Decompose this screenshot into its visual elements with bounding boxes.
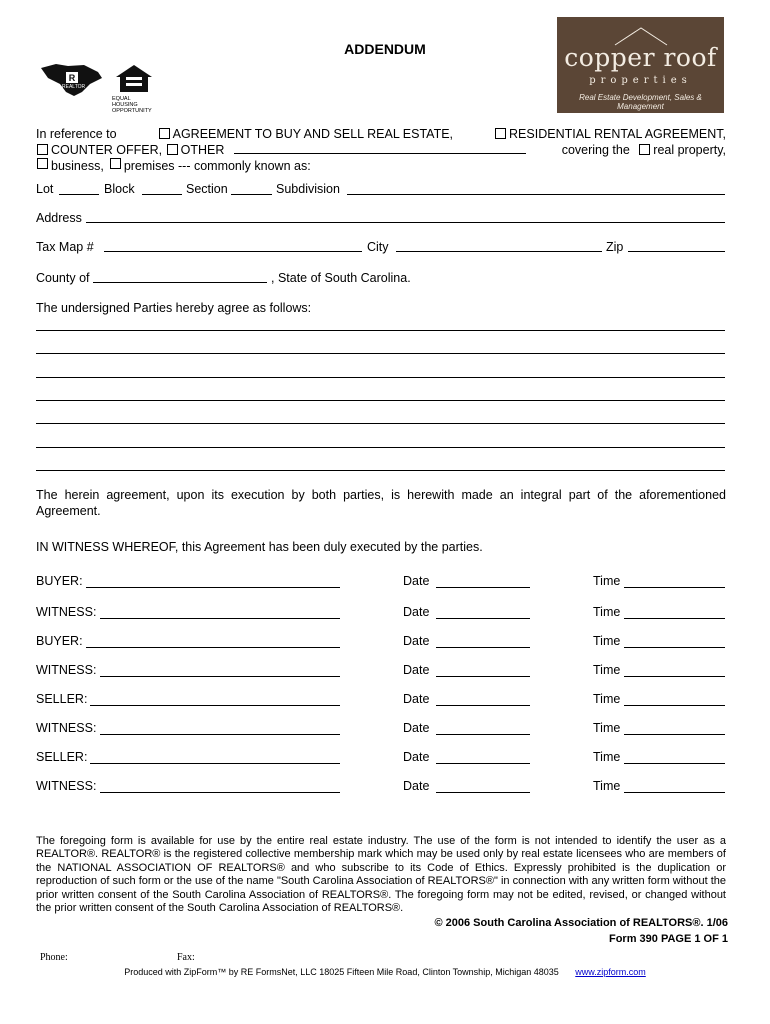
agreement-line-6[interactable] xyxy=(36,447,725,448)
reference-section xyxy=(36,126,726,174)
footer-disclaimer: The foregoing form is available for use by the entire real estate industry. The use of the form is not intended to identify the user as a REALTOR®. REALTOR® is the registered collective membership mark which may be used only by real estate licensees who are members of the NATIONAL ASSOCIATION OF REALTORS® and who subscribe to its Code of Ethics. Expressly prohibited is the duplication or reproduction of such form or the use of the name "South Carolina Association of REALTORS®" in connection with any written form without the prior written consent of the South Carolina Association of REALTORS®. The foregoing form may not be edited, revised, or changed without the prior written consent of the South Carolina Association of REALTORS®. xyxy=(36,835,726,915)
signature-field[interactable] xyxy=(100,792,340,793)
agreement-line-7[interactable] xyxy=(36,470,725,471)
date-field[interactable] xyxy=(436,647,530,648)
party-label: WITNESS: xyxy=(36,779,97,793)
equal-housing-text-2: OPPORTUNITY xyxy=(112,108,152,114)
realtor-sc-logo xyxy=(38,62,104,98)
agree-text: The undersigned Parties hereby agree as follows: xyxy=(36,301,312,315)
other-text-field[interactable] xyxy=(234,142,526,154)
tax-map-field[interactable] xyxy=(104,251,362,252)
subdivision-label: Subdivision xyxy=(276,182,340,196)
other-option-label: OTHER xyxy=(180,143,225,157)
date-field[interactable] xyxy=(436,734,530,735)
logo-sub-text: properties xyxy=(589,75,692,86)
produced-by-text: Produced with ZipForm™ by RE FormsNet, LLC 18025 Fifteen Mile Road, Clinton Township, Michigan 48035 xyxy=(124,967,559,977)
real-property-checkbox[interactable] xyxy=(639,144,650,155)
zipform-link[interactable]: www.zipform.com xyxy=(575,967,646,977)
time-field[interactable] xyxy=(624,676,725,677)
business-checkbox[interactable] xyxy=(37,158,48,169)
lot-field[interactable] xyxy=(59,194,99,195)
address-field[interactable] xyxy=(86,222,725,223)
agreement-line-5[interactable] xyxy=(36,423,725,424)
integral-text: The herein agreement, upon its execution by both parties, is herewith made an integral part of the aforementioned Agreement. xyxy=(36,488,726,518)
other-checkbox[interactable] xyxy=(167,144,178,155)
time-label: Time xyxy=(593,634,621,648)
party-label: BUYER: xyxy=(36,574,83,588)
date-label: Date xyxy=(403,692,430,706)
logo-main-text: copper roof xyxy=(564,43,717,72)
city-label: City xyxy=(367,240,389,254)
date-label: Date xyxy=(403,721,430,735)
date-field[interactable] xyxy=(436,763,530,764)
reference-prefix: In reference to xyxy=(36,127,117,141)
realtor-mark-text: REALTOR xyxy=(62,84,86,90)
time-label: Time xyxy=(593,605,621,619)
copyright-text: © 2006 South Carolina Association of REALTORS®. 1/06 xyxy=(434,917,728,929)
time-field[interactable] xyxy=(624,734,725,735)
south-carolina-map-icon xyxy=(38,62,104,98)
equal-housing-text-1: EQUAL HOUSING xyxy=(112,96,138,108)
real-property-option-label: real property, xyxy=(653,143,726,157)
time-field[interactable] xyxy=(624,705,725,706)
lot-label: Lot xyxy=(36,182,54,196)
time-field[interactable] xyxy=(624,647,725,648)
agreement-line-4[interactable] xyxy=(36,400,725,401)
date-field[interactable] xyxy=(436,587,530,588)
agreement-checkbox[interactable] xyxy=(159,128,170,139)
phone-label: Phone: xyxy=(40,952,68,963)
block-field[interactable] xyxy=(142,194,182,195)
date-label: Date xyxy=(403,750,430,764)
date-field[interactable] xyxy=(436,705,530,706)
date-field[interactable] xyxy=(436,792,530,793)
time-field[interactable] xyxy=(624,792,725,793)
equal-housing-house-icon xyxy=(112,63,156,93)
party-label: SELLER: xyxy=(36,692,88,706)
party-label: WITNESS: xyxy=(36,605,97,619)
logo-tagline: Real Estate Development, Sales & Management xyxy=(579,93,702,111)
date-label: Date xyxy=(403,574,430,588)
subdivision-field[interactable] xyxy=(347,194,725,195)
tax-map-label: Tax Map # xyxy=(36,240,94,254)
witness-whereof-text: IN WITNESS WHEREOF, this Agreement has been duly executed by the parties. xyxy=(36,540,483,554)
signature-field[interactable] xyxy=(90,763,340,764)
business-option-label: business, xyxy=(51,159,104,173)
signature-field[interactable] xyxy=(86,587,340,588)
copper-roof-logo xyxy=(557,17,724,113)
date-field[interactable] xyxy=(436,618,530,619)
party-label: WITNESS: xyxy=(36,721,97,735)
party-label: WITNESS: xyxy=(36,663,97,677)
agreement-line-2[interactable] xyxy=(36,353,725,354)
zip-label: Zip xyxy=(606,240,624,254)
covering-the-label: covering the xyxy=(561,143,630,157)
county-label: County of xyxy=(36,271,90,285)
signature-field[interactable] xyxy=(86,647,340,648)
fax-label: Fax: xyxy=(177,952,195,963)
signature-field[interactable] xyxy=(100,734,340,735)
agreement-line-3[interactable] xyxy=(36,377,725,378)
date-label: Date xyxy=(403,634,430,648)
party-label: SELLER: xyxy=(36,750,88,764)
time-field[interactable] xyxy=(624,763,725,764)
time-label: Time xyxy=(593,779,621,793)
time-label: Time xyxy=(593,574,621,588)
state-label: , State of South Carolina. xyxy=(271,271,411,285)
county-field[interactable] xyxy=(93,282,267,283)
premises-option-label: premises --- commonly known as: xyxy=(123,159,311,173)
produced-by-line xyxy=(0,967,770,977)
section-field[interactable] xyxy=(231,194,272,195)
premises-checkbox[interactable] xyxy=(110,158,121,169)
equal-housing-logo xyxy=(112,63,156,114)
time-field[interactable] xyxy=(624,618,725,619)
block-label: Block xyxy=(104,182,135,196)
zip-field[interactable] xyxy=(628,251,725,252)
date-label: Date xyxy=(403,779,430,793)
page-title: ADDENDUM xyxy=(344,41,426,57)
agreement-line-1[interactable] xyxy=(36,330,725,331)
agreement-option-label: AGREEMENT TO BUY AND SELL REAL ESTATE, xyxy=(172,127,454,141)
svg-text:R: R xyxy=(68,73,76,83)
form-page-number: Form 390 PAGE 1 OF 1 xyxy=(608,933,728,945)
counter-offer-checkbox[interactable] xyxy=(37,144,48,155)
signature-field[interactable] xyxy=(100,618,340,619)
signature-field[interactable] xyxy=(90,705,340,706)
date-field[interactable] xyxy=(436,676,530,677)
address-label: Address xyxy=(36,211,82,225)
section-label: Section xyxy=(186,182,228,196)
signature-field[interactable] xyxy=(100,676,340,677)
time-field[interactable] xyxy=(624,587,725,588)
date-label: Date xyxy=(403,605,430,619)
time-label: Time xyxy=(593,721,621,735)
residential-rental-checkbox[interactable] xyxy=(495,128,506,139)
time-label: Time xyxy=(593,663,621,677)
time-label: Time xyxy=(593,692,621,706)
party-label: BUYER: xyxy=(36,634,83,648)
counter-offer-option-label: COUNTER OFFER, xyxy=(51,143,163,157)
time-label: Time xyxy=(593,750,621,764)
date-label: Date xyxy=(403,663,430,677)
city-field[interactable] xyxy=(396,251,602,252)
residential-rental-option-label: RESIDENTIAL RENTAL AGREEMENT, xyxy=(509,127,726,141)
